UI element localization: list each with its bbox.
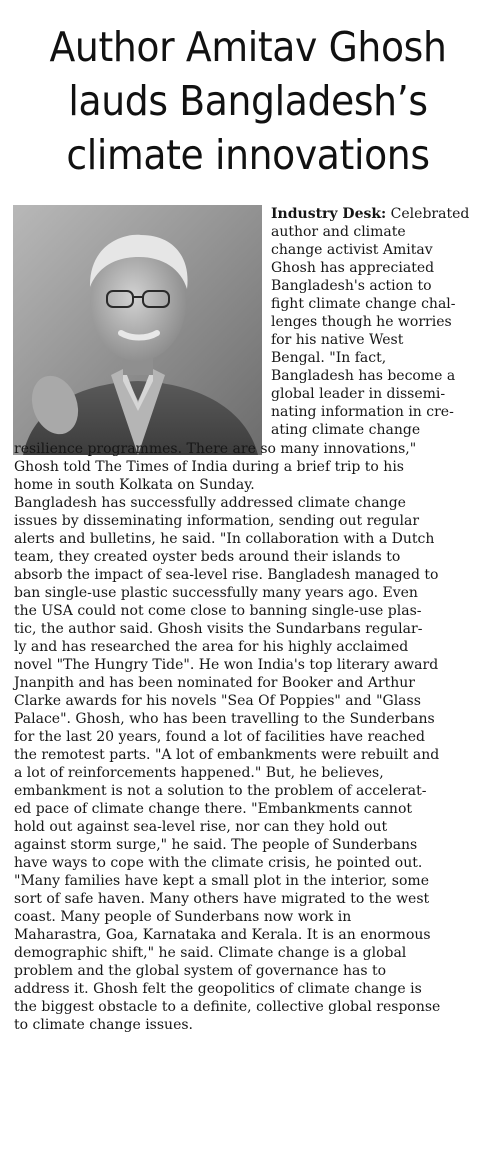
body-line: the remotest parts. "A lot of embankments were rebuilt and: [14, 747, 440, 763]
body-line: address it. Ghosh felt the geopolitics of climate change is: [14, 981, 422, 997]
body-line: absorb the impact of sea-level rise. Bangladesh managed to: [14, 567, 439, 583]
body-line: Ghosh has appreciated: [271, 260, 435, 276]
body-line: global leader in dissemi-: [271, 386, 446, 402]
body-line: change activist Amitav: [271, 242, 433, 258]
body-line: hold out against sea-level rise, nor can they hold out: [14, 819, 388, 835]
article-headline: [25, 20, 470, 182]
body-line: ly and has researched the area for his highly acclaimed: [14, 639, 409, 655]
body-line: tic, the author said. Ghosh visits the Sundarbans regular-: [14, 621, 423, 637]
body-line: a lot of reinforcements happened." But, he believes,: [14, 765, 384, 781]
body-line: Maharastra, Goa, Karnataka and Kerala. It is an enormous: [14, 927, 431, 943]
body-line: embankment is not a solution to the problem of accelerat-: [14, 783, 427, 799]
body-line: problem and the global system of governance has to: [14, 963, 387, 979]
author-portrait-photo: [13, 205, 262, 455]
body-line: [271, 205, 479, 223]
body-line: Palace". Ghosh, who has been travelling to the Sunderbans: [14, 711, 435, 727]
body-line: ed pace of climate change there. "Embankments cannot: [14, 801, 413, 817]
body-line: issues by disseminating information, sending out regular: [14, 513, 420, 529]
body-line: Jnanpith and has been nominated for Booker and Arthur: [14, 675, 415, 691]
body-line: ban single-use plastic successfully many years ago. Even: [14, 585, 418, 601]
body-line: against storm surge," he said. The people of Sunderbans: [14, 837, 418, 853]
body-line: alerts and bulletins, he said. "In collaboration with a Dutch: [14, 531, 435, 547]
body-line: Bengal. "In fact,: [271, 350, 387, 366]
body-line: Clarke awards for his novels "Sea Of Poppies" and "Glass: [14, 693, 421, 709]
body-line: Bangladesh's action to: [271, 278, 432, 294]
body-line: sort of safe haven. Many others have migrated to the west: [14, 891, 430, 907]
headline-line: Author Amitav Ghosh: [49, 23, 447, 71]
body-line: have ways to cope with the climate crisis, he pointed out.: [14, 855, 423, 871]
body-line: lenges though he worries: [271, 314, 452, 330]
body-line: Ghosh told The Times of India during a brief trip to his: [14, 459, 404, 475]
body-line: team, they created oyster beds around their islands to: [14, 549, 401, 565]
body-line: the biggest obstacle to a definite, collective global response: [14, 999, 441, 1015]
body-line: nating information in cre-: [271, 404, 454, 420]
body-line: novel "The Hungry Tide". He won India's top literary award: [14, 657, 439, 673]
dateline: Industry Desk:: [271, 206, 387, 222]
body-line: author and climate: [271, 224, 406, 240]
author-portrait-icon: [13, 205, 262, 455]
body-line: Bangladesh has become a: [271, 368, 456, 384]
body-line: resilience programmes. There are so many innovations,": [14, 441, 417, 457]
body-line: the USA could not come close to banning single-use plas-: [14, 603, 422, 619]
headline-line: lauds Bangladesh’s: [68, 77, 428, 125]
body-line: Bangladesh has successfully addressed climate change: [14, 495, 406, 511]
body-line: fight climate change chal-: [271, 296, 456, 312]
headline-line: climate innovations: [66, 131, 430, 179]
body-line: home in south Kolkata on Sunday.: [14, 477, 255, 493]
body-line: coast. Many people of Sunderbans now work in: [14, 909, 352, 925]
body-line: ating climate change: [271, 422, 421, 438]
lead-text: Celebrated: [386, 206, 470, 222]
body-line: demographic shift," he said. Climate change is a global: [14, 945, 407, 961]
body-line: "Many families have kept a small plot in the interior, some: [14, 873, 429, 889]
body-line: to climate change issues.: [14, 1017, 193, 1033]
body-line: for his native West: [271, 332, 404, 348]
body-line: for the last 20 years, found a lot of facilities have reached: [14, 729, 425, 745]
